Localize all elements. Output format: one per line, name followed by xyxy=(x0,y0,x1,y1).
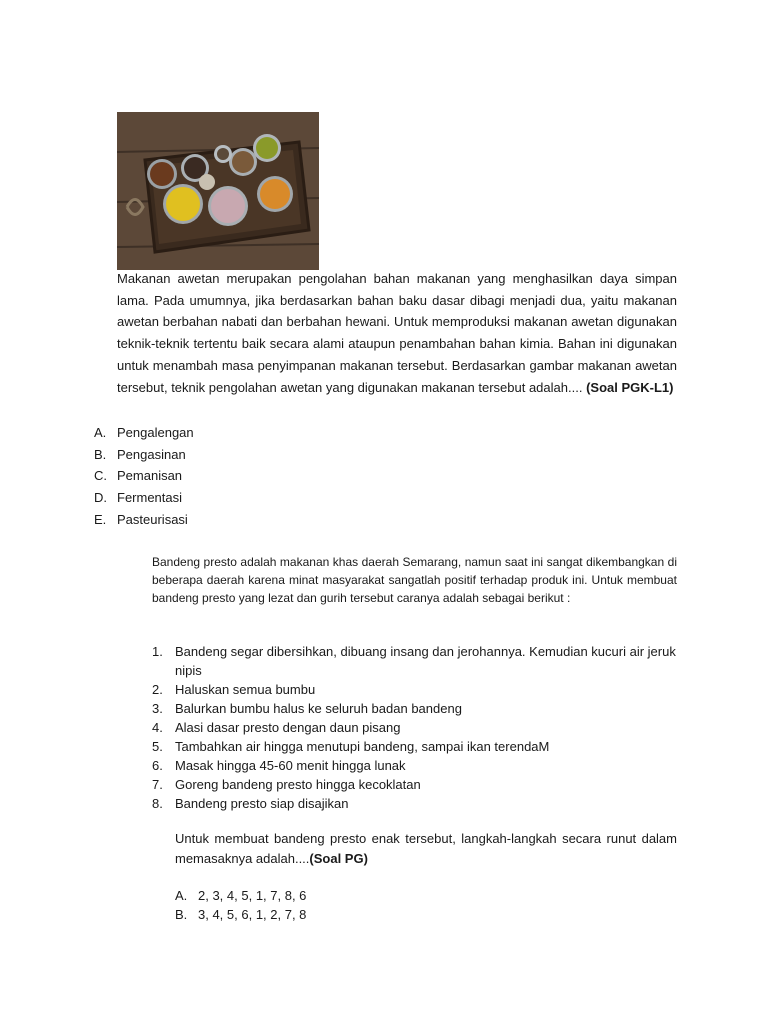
step-text: Haluskan semua bumbu xyxy=(175,682,316,697)
option-letter: D. xyxy=(94,490,107,506)
step-number: 1. xyxy=(152,644,163,659)
canned-food-photo xyxy=(117,112,319,270)
step-text: Bandeng presto siap disajikan xyxy=(175,796,349,811)
option-letter: B. xyxy=(175,907,188,922)
option-text: Pengasinan xyxy=(117,446,186,462)
option-letter: B. xyxy=(94,446,107,462)
option-a xyxy=(175,886,306,905)
option-c xyxy=(94,465,194,487)
step-number: 3. xyxy=(152,701,163,716)
step-number: 8. xyxy=(152,796,163,811)
question-1-tag: (Soal PGK-L1) xyxy=(586,379,674,395)
option-e xyxy=(94,509,194,531)
question-2-tag: (Soal PG) xyxy=(309,851,368,866)
question-2-intro: Bandeng presto adalah makanan khas daerah Semarang, namun saat ini sangat dikembangkan di beberapa daerah karena minat masyarakat sangatlah positif terhadap produk ini. Untuk membuat bandeng presto yang lezat dan gurih tersebut caranya adalah sebagai berikut : xyxy=(152,555,677,605)
step-text: Alasi dasar presto dengan daun pisang xyxy=(175,720,401,735)
option-text: 3, 4, 5, 6, 1, 2, 7, 8 xyxy=(198,907,307,922)
step-number: 7. xyxy=(152,777,163,792)
option-letter: A. xyxy=(94,425,107,440)
option-a xyxy=(94,422,194,444)
list-item xyxy=(152,642,677,680)
list-item xyxy=(152,718,677,737)
option-text: 2, 3, 4, 5, 1, 7, 8, 6 xyxy=(198,888,307,903)
question-1-options xyxy=(94,422,194,531)
list-item xyxy=(152,680,677,699)
option-text: Pasteurisasi xyxy=(117,511,188,527)
step-text: Tambahkan air hingga menutupi bandeng, sampai ikan terendaM xyxy=(175,739,550,754)
option-text: Pemanisan xyxy=(117,468,183,484)
question-2-options xyxy=(175,886,306,924)
step-text: Bandeng segar dibersihkan, dibuang insang dan jerohannya. Kemudian kucuri air jeruk nipis xyxy=(175,644,676,678)
step-text: Balurkan bumbu halus ke seluruh badan bandeng xyxy=(175,701,462,716)
question-1-body: Makanan awetan merupakan pengolahan bahan makanan yang menghasilkan daya simpan lama. Pada umumnya, jika berdasarkan bahan baku dasar dibagi menjadi dua, yaitu makanan awetan berbahan nabati dan berbahan hewani. Untuk memproduksi makanan awetan digunakan teknik-teknik tertentu baik secara alami ataupun penambahan bahan kimia. Bahan ini digunakan untuk menambah masa penyimpanan makanan tersebut. Berdasarkan gambar makanan awetan tersebut, teknik pengolahan awetan yang digunakan makanan tersebut adalah.... xyxy=(117,271,677,395)
list-item xyxy=(152,775,677,794)
list-item xyxy=(152,756,677,775)
question-2-body: Untuk membuat bandeng presto enak tersebut, langkah-langkah secara runut dalam memasaknya adalah.... xyxy=(175,831,677,866)
recipe-steps-list xyxy=(152,642,677,813)
option-text: Pengalengan xyxy=(117,425,194,440)
option-text: Fermentasi xyxy=(117,490,183,506)
step-number: 5. xyxy=(152,739,163,754)
option-b xyxy=(94,444,194,466)
step-number: 6. xyxy=(152,758,163,773)
option-letter: C. xyxy=(94,468,107,484)
step-text: Goreng bandeng presto hingga kecoklatan xyxy=(175,777,421,792)
list-item xyxy=(152,794,677,813)
question-1-text xyxy=(117,268,677,398)
step-number: 4. xyxy=(152,720,163,735)
option-d xyxy=(94,487,194,509)
question-2-prompt xyxy=(175,829,677,869)
option-letter: A. xyxy=(175,888,188,903)
option-letter: E. xyxy=(94,511,107,527)
step-text: Masak hingga 45-60 menit hingga lunak xyxy=(175,758,406,773)
step-number: 2. xyxy=(152,682,163,697)
option-b xyxy=(175,905,306,924)
list-item xyxy=(152,699,677,718)
list-item xyxy=(152,737,677,756)
